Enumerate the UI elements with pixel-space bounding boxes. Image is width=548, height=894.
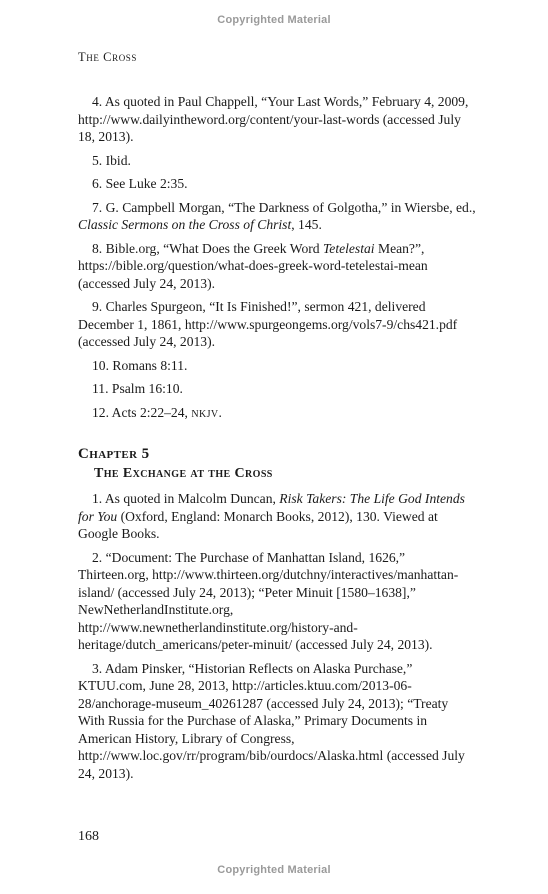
note-text: Bible.org, “What Does the Greek Word (105, 240, 323, 256)
endnote (78, 660, 476, 783)
note-number: 3. (92, 660, 103, 676)
note-number: 2. (92, 549, 103, 565)
note-text: See Luke 2:35. (105, 176, 188, 191)
note-number: 7. (92, 199, 103, 215)
watermark-bottom: Copyrighted Material (217, 864, 331, 876)
note-text: As quoted in Paul Chappell, “Your Last Words,” February 4, 2009, http://www.dailyintheword.org/content/your-last-words (accessed July 18, 2013). (78, 94, 469, 144)
endnote (78, 298, 476, 351)
endnote (78, 240, 476, 293)
note-text: “Document: The Purchase of Manhattan Island, 1626,” Thirteen.org, http://www.thirteen.org/dutchny/interactives/manhattan-island/ (accessed July 24, 2013); “Peter Minuit [1580–1638],” NewNetherlandInstitute.org, http://www.newnetherlandinstitute.org/history-and-heritage/dutch_americans/peter-minuit/ (accessed July 24, 2013). (78, 549, 459, 652)
endnote (78, 175, 476, 193)
endnote (78, 404, 476, 422)
running-head: The Cross (78, 50, 138, 64)
book-title: Risk Takers: The Life God Intends for You (78, 491, 465, 524)
notes-block-2 (78, 490, 476, 788)
endnote (78, 199, 476, 234)
endnote (78, 357, 476, 375)
endnote (78, 152, 476, 170)
note-text: As quoted in Malcolm Duncan, (104, 491, 280, 506)
endnote (78, 490, 476, 543)
note-number: 6. (92, 176, 103, 191)
note-text: Psalm 16:10. (111, 381, 183, 396)
greek-word: Tetelestai (322, 240, 375, 256)
note-text: Mean?”, https://bible.org/question/what-does-greek-word-tetelestai-mean (accessed July 24, 2013). (78, 240, 428, 291)
page-number: 168 (78, 829, 99, 844)
book-title: Classic Sermons on the Cross of Christ (78, 217, 292, 232)
chapter-title: The Exchange at the Cross (94, 466, 273, 481)
note-number: 1. (92, 491, 103, 506)
note-number: 10. (92, 357, 109, 373)
note-text: (Oxford, England: Monarch Books, 2012), 130. Viewed at Google Books. (78, 508, 438, 541)
endnote (78, 549, 476, 654)
note-number: 4. (92, 94, 103, 109)
note-text: Acts 2:22–24, (111, 404, 192, 420)
note-text: Romans 8:11. (112, 357, 188, 373)
note-text: Charles Spurgeon, “It Is Finished!”, sermon 421, delivered December 1, 1861, http://www.spurgeongems.org/vols7-9/chs421.pdf (accessed July 24, 2013). (78, 299, 458, 349)
notes-block-1 (78, 93, 476, 427)
note-number: 12. (92, 404, 109, 420)
note-text: , 145. (291, 217, 322, 232)
note-text: Ibid. (105, 152, 131, 168)
note-number: 8. (92, 240, 103, 256)
note-text: G. Campbell Morgan, “The Darkness of Golgotha,” in Wiersbe, ed., (105, 199, 476, 215)
endnote (78, 380, 476, 398)
note-text: . (218, 404, 222, 420)
note-text: Adam Pinsker, “Historian Reflects on Alaska Purchase,” KTUU.com, June 28, 2013, http://articles.ktuu.com/2013-06-28/anchorage-museum_40261287 (accessed July 24, 2013); “Treaty With Russia for the Purchase of Alaska,” Primary Documents in American History, Library of Congress, http://www.loc.gov/rr/program/bib/ourdocs/Alaska.html (accessed July 24, 2013). (78, 660, 465, 781)
note-number: 5. (92, 152, 103, 168)
note-number: 9. (92, 299, 103, 314)
note-number: 11. (92, 381, 109, 396)
version-abbrev: nkjv (191, 404, 219, 420)
endnote (78, 93, 476, 146)
watermark-top: Copyrighted Material (217, 14, 331, 26)
chapter-heading: Chapter 5 (78, 446, 150, 462)
